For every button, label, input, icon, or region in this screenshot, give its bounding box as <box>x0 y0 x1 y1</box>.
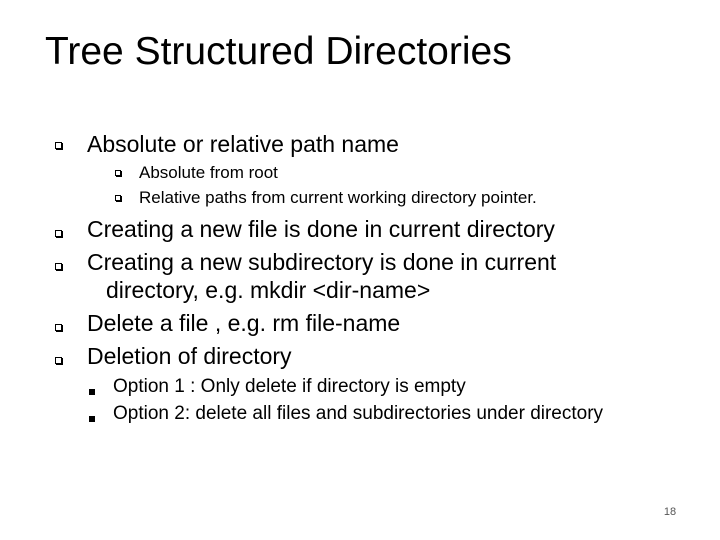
slide-title: Tree Structured Directories <box>45 30 512 73</box>
hollow-square-bullet-icon <box>55 230 62 237</box>
hollow-square-bullet-icon <box>115 195 121 201</box>
page-number: 18 <box>663 506 677 518</box>
sub-bullet-item-text: Option 2: delete all files and subdirectories under directory <box>113 403 604 424</box>
hollow-square-bullet-icon <box>55 142 62 149</box>
bullet-item-text: Delete a file , e.g. rm file-name <box>87 310 401 336</box>
bullet-item-text: Absolute or relative path name <box>87 131 399 157</box>
bullet-item-text: Creating a new subdirectory is done in current <box>87 249 557 275</box>
bullet-item-text: Deletion of directory <box>87 343 292 369</box>
sub-bullet-item-text: Absolute from root <box>139 163 278 182</box>
bullet-item-text: Creating a new file is done in current directory <box>87 216 555 242</box>
sub-bullet-item-text: Relative paths from current working directory pointer. <box>139 188 537 207</box>
hollow-square-bullet-icon <box>55 357 62 364</box>
filled-square-bullet-icon <box>89 416 95 422</box>
hollow-square-bullet-icon <box>55 263 62 270</box>
bullet-item-continuation: directory, e.g. mkdir <dir-name> <box>106 277 431 303</box>
hollow-square-bullet-icon <box>115 170 121 176</box>
hollow-square-bullet-icon <box>55 324 62 331</box>
sub-bullet-item-text: Option 1 : Only delete if directory is empty <box>113 376 466 397</box>
filled-square-bullet-icon <box>89 389 95 395</box>
